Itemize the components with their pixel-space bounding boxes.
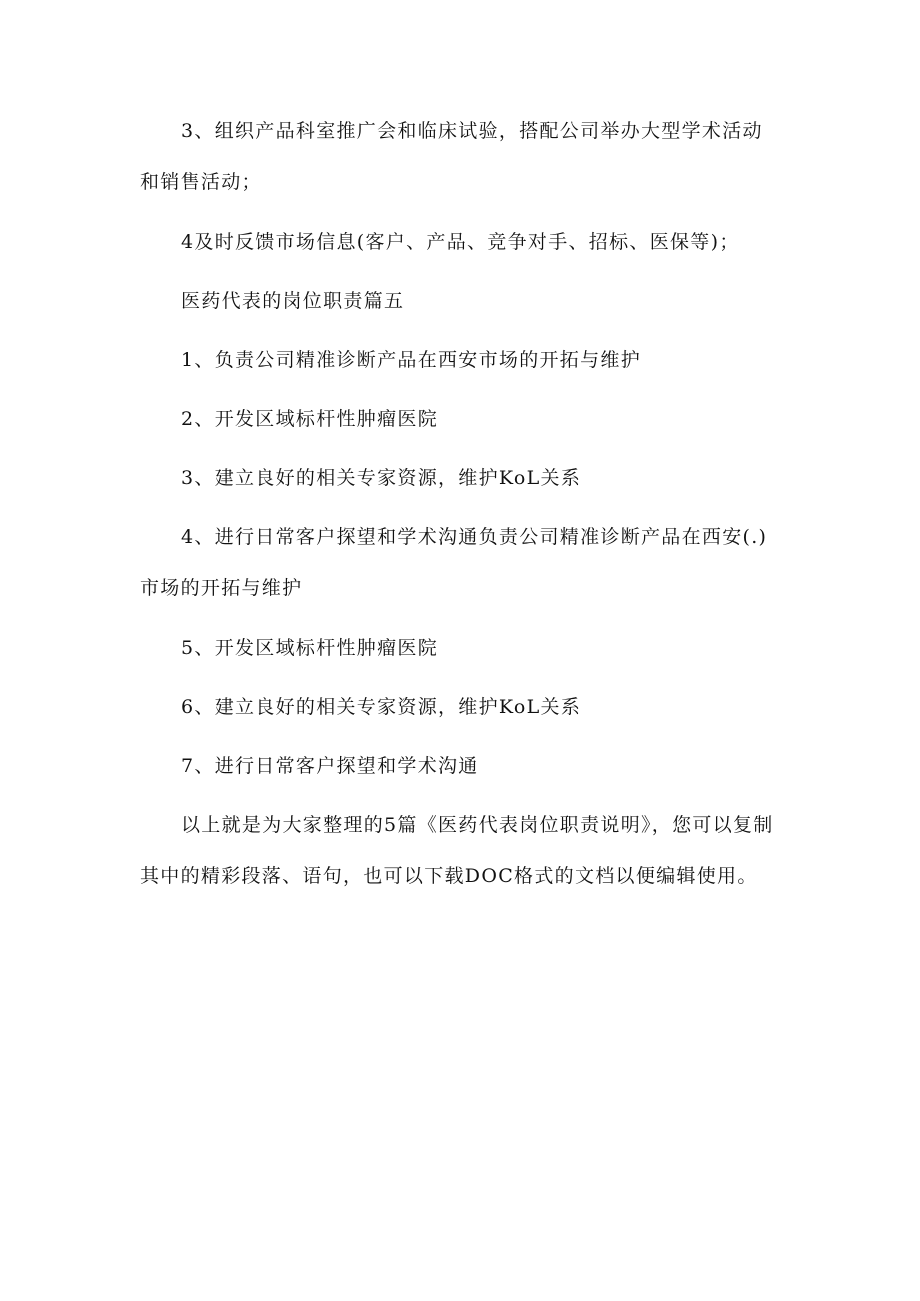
closing-paragraph: 以上就是为大家整理的5篇《医药代表岗位职责说明》，您可以复制其中的精彩段落、语句，也可以下载DOC格式的文档以便编辑使用。 (140, 814, 774, 887)
document-body (140, 118, 780, 923)
duty-item-5: 5、开发区域标杆性肿瘤医院 (181, 637, 438, 659)
duty-item-7: 7、进行日常客户探望和学术沟通 (181, 755, 479, 777)
paragraph-item-3-organize: 3、组织产品科室推广会和临床试验，搭配公司举办大型学术活动和销售活动； (140, 120, 763, 193)
duty-item-4: 4、进行日常客户探望和学术沟通负责公司精准诊断产品在西安(.)市场的开拓与维护 (140, 526, 768, 599)
duty-item-2: 2、开发区域标杆性肿瘤医院 (181, 408, 438, 430)
duty-item-6: 6、建立良好的相关专家资源，维护KoL关系 (181, 696, 582, 718)
duty-item-3: 3、建立良好的相关专家资源，维护KoL关系 (181, 467, 582, 489)
duty-item-1: 1、负责公司精准诊断产品在西安市场的开拓与维护 (181, 349, 641, 371)
section-heading: 医药代表的岗位职责篇五 (181, 290, 405, 312)
paragraph-item-4-feedback: 4及时反馈市场信息(客户、产品、竞争对手、招标、医保等)； (181, 231, 740, 253)
